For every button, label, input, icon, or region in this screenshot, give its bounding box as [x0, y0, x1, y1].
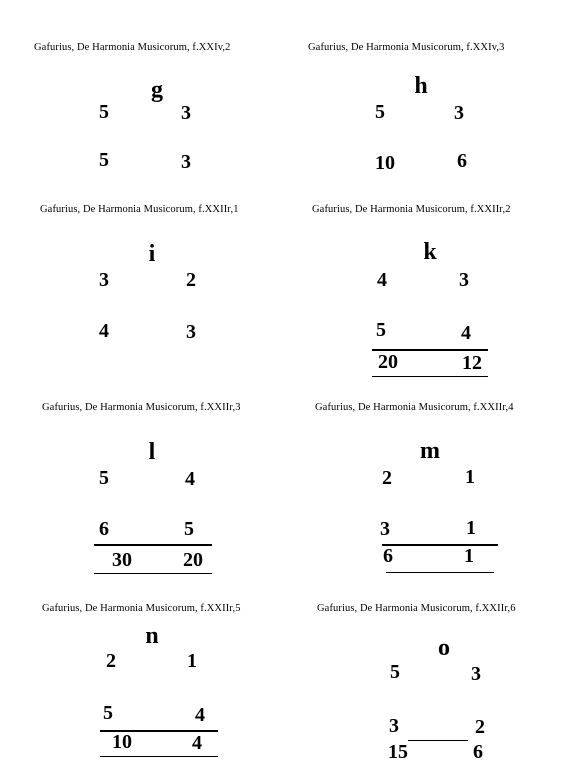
numeral-left: 5 — [103, 702, 113, 724]
numeral-left: 6 — [99, 518, 109, 540]
figure-caption: Gafurius, De Harmonia Musicorum, f.XXIIr,4 — [315, 402, 514, 413]
numeral-right: 4 — [195, 704, 205, 726]
figure-caption: Gafurius, De Harmonia Musicorum, f.XXIv,2 — [34, 42, 231, 53]
figure-letter: k — [423, 239, 437, 265]
figure-l — [0, 388, 288, 582]
figure-letter: h — [414, 73, 428, 99]
figure-caption: Gafurius, De Harmonia Musicorum, f.XXIv,3 — [308, 42, 505, 53]
numeral-left: 3 — [389, 715, 399, 737]
numeral-left: 2 — [106, 650, 116, 672]
ratio-rule — [100, 756, 218, 757]
numeral-left: 5 — [375, 101, 385, 123]
figure-caption: Gafurius, De Harmonia Musicorum, f.XXIIr,6 — [317, 603, 516, 614]
figure-k — [288, 194, 576, 388]
figure-m — [288, 388, 576, 582]
numeral-right: 1 — [465, 466, 475, 488]
numeral-right: 3 — [471, 663, 481, 685]
numeral-left: 3 — [380, 518, 390, 540]
numeral-right: 1 — [466, 517, 476, 539]
figure-caption: Gafurius, De Harmonia Musicorum, f.XXIIr,2 — [312, 204, 511, 215]
numeral-left: 4 — [99, 320, 109, 342]
numeral-left: 5 — [99, 149, 109, 171]
ratio-rule — [94, 544, 212, 546]
figure-n — [0, 582, 288, 776]
ratio-rule — [386, 572, 494, 573]
numeral-left: 6 — [383, 545, 393, 567]
figure-caption: Gafurius, De Harmonia Musicorum, f.XXIIr,1 — [40, 204, 239, 215]
numeral-right: 3 — [454, 102, 464, 124]
numeral-left: 3 — [99, 269, 109, 291]
numeral-right: 2 — [186, 269, 196, 291]
numeral-right: 6 — [473, 741, 483, 763]
numeral-left: 30 — [112, 549, 132, 571]
numeral-right: 5 — [184, 518, 194, 540]
numeral-right: 3 — [459, 269, 469, 291]
ratio-rule — [372, 376, 488, 377]
figure-o — [288, 582, 576, 776]
figure-i — [0, 194, 288, 388]
numeral-right: 3 — [181, 102, 191, 124]
numeral-right: 1 — [464, 545, 474, 567]
numeral-left: 10 — [375, 152, 395, 174]
figure-letter: n — [145, 623, 159, 649]
ratio-rule — [408, 740, 468, 741]
numeral-left: 4 — [377, 269, 387, 291]
figure-letter: m — [420, 438, 440, 464]
numeral-right: 4 — [461, 322, 471, 344]
numeral-left: 2 — [382, 467, 392, 489]
numeral-right: 20 — [183, 549, 203, 571]
numeral-left: 15 — [388, 741, 408, 763]
numeral-right: 2 — [475, 716, 485, 738]
figure-caption: Gafurius, De Harmonia Musicorum, f.XXIIr,5 — [42, 603, 241, 614]
numeral-right: 1 — [187, 650, 197, 672]
numeral-left: 5 — [390, 661, 400, 683]
numeral-right: 3 — [181, 151, 191, 173]
numeral-left: 20 — [378, 351, 398, 373]
numeral-left: 5 — [99, 101, 109, 123]
numeral-right: 3 — [186, 321, 196, 343]
numeral-right: 4 — [185, 468, 195, 490]
figure-letter: g — [151, 77, 163, 103]
numeral-left: 5 — [376, 319, 386, 341]
ratio-rule — [94, 573, 212, 574]
figure-letter: l — [148, 439, 156, 465]
numeral-left: 10 — [112, 731, 132, 753]
figure-letter: o — [438, 635, 450, 661]
numeral-right: 12 — [462, 352, 482, 374]
numeral-right: 6 — [457, 150, 467, 172]
numeral-left: 5 — [99, 467, 109, 489]
figure-caption: Gafurius, De Harmonia Musicorum, f.XXIIr,3 — [42, 402, 241, 413]
figure-h — [288, 0, 576, 194]
figure-g — [0, 0, 288, 194]
figure-letter: i — [148, 241, 156, 267]
numeral-right: 4 — [192, 732, 202, 754]
ratio-rule — [382, 544, 498, 546]
